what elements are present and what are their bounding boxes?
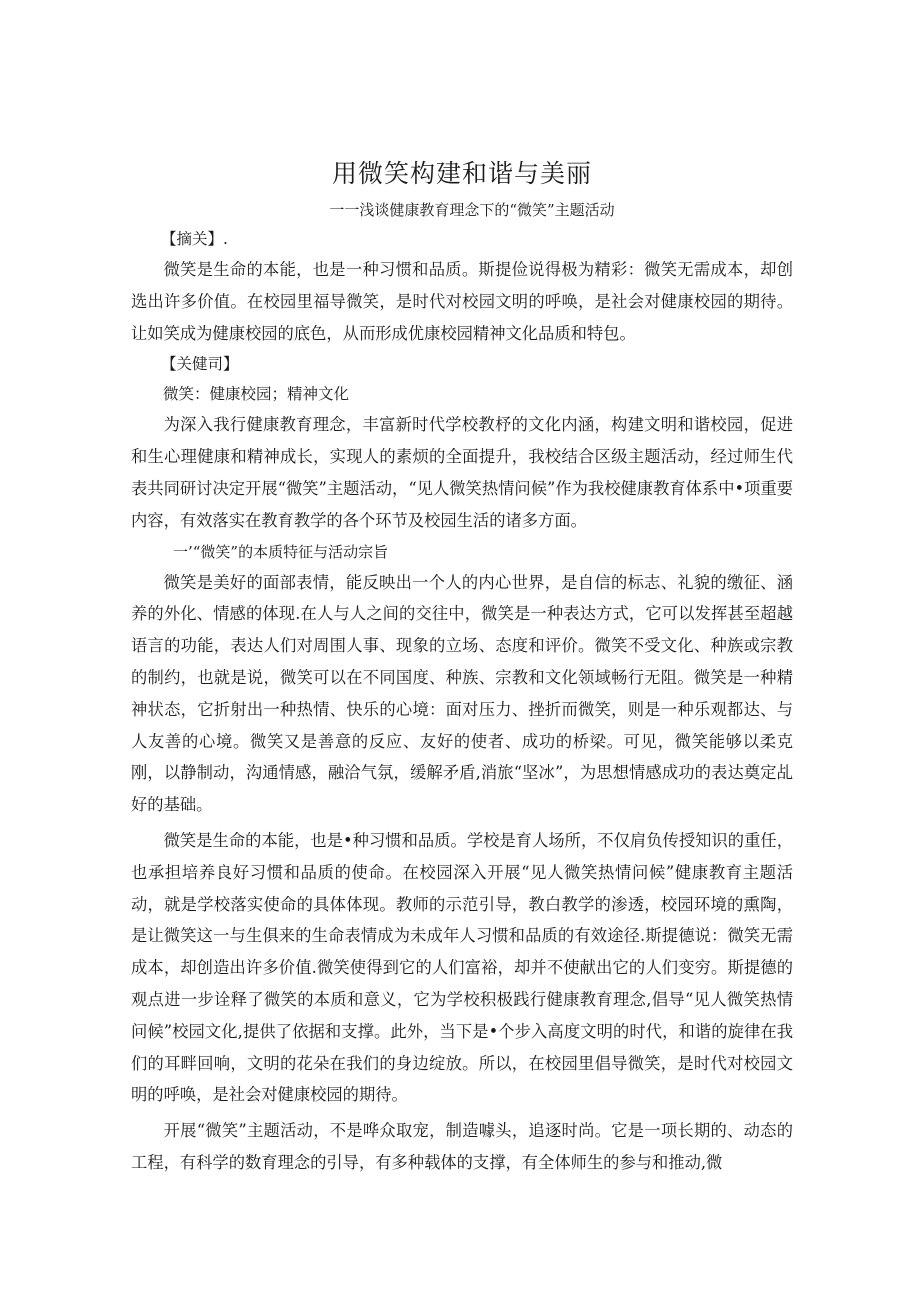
intro-paragraph: 为深入我行健康教育理念，丰富新时代学校教杼的文化内涵，构建文明和谐校园，促进和生心理健康和精神成长，实现人的素烦的全面提升，我校结合区级主题活动，经过师生代表共同研讨决定开展“微笑”主题活动，“见人微笑热情问候”作为我校健康教育体系中•项重要内容，有效落实在教育教学的各个环节及校园生活的诸多方面。 <box>131 415 793 530</box>
abstract-label: 【摘关】. <box>161 230 228 248</box>
document-title: 用微笑构建和谐与美丽 <box>331 159 592 188</box>
keywords-label: 【关健司】 <box>161 355 239 374</box>
document-body <box>131 152 793 1179</box>
body-paragraph-1: 微笑是美好的面部表情，能反映出一个人的内心世界，是自信的标志、礼貌的缴征、涵养的外化、情感的体现.在人与人之间的交往中，微笑是一种表达方式，它可以发挥甚至超越语言的功能，表达人们对周围人事、现象的立场、态度和评价。微笑不受文化、种族或宗教的制约，也就是说，微笑可以在不同国度、种族、宗教和文化领域畅行无阻。微笑是一种精神状态，它折射出一种热情、快乐的心境：面对压力、挫折而微笑，则是一种乐观都达、与人友善的心境。微笑又是善意的反应、友好的使者、成功的桥梁。可见，微笑能够以柔克刚，以静制动，沟通情感，融洽气氛，缓解矛盾,消旅“坚冰”，为思想情感成功的表达奠定乩好的基础。 <box>131 572 793 815</box>
body-paragraph-2: 微笑是生命的本能，也是•种习惯和品质。学校是育人场所，不仅肩负传授知识的重任，也承担培养良好习惯和品质的使命。在校园深入开展“见人微笑热情问候”健康教育主题活动，就是学校落实使命的具体体现。教师的示范引导，教白教学的渗透，校园环境的熏陶，是让微笑这一与生俱来的生命表情成为未成年人习惯和品质的有效途径.斯提德说：微笑无需成本，却创造出许多价值.微笑使得到它的人们富裕，却并不使献出它的人们变穷。斯提德的观点进一步诠释了微笑的本质和意义，它为学校积极践行健康教育理念,倡导“见人微笑热情问候”校园文化,提供了依据和支撑。此外，当下是•个步入高度文明的时代，和谐的旋律在我们的耳畔回响，文明的花朵在我们的身边绽放。所以，在校园里倡导微笑，是时代对校园文明的呼唤，是社会对健康校园的期待。 <box>131 830 793 1105</box>
body-paragraph-3: 开展“微笑”主题活动，不是哗众取宠，制造噱头，追逐时尚。它是一项长期的、动态的工程，有科学的数育理念的引导，有多种载体的支撑，有全体师生的参与和推动,微 <box>131 1121 793 1172</box>
abstract-paragraph: 微笑是生命的本能，也是一种习惯和品质。斯提俭说得极为精彩：微笑无需成本，却创选出许多价值。在校园里福导微笑，是时代对校园文明的呼唤，是社会对健康校园的期待。让如笑成为健康校园的底色，从而形成优康校园精神文化品质和特包。 <box>131 260 793 343</box>
keywords-text: 微笑：健康校园；精神文化 <box>163 385 350 404</box>
section-heading: 一’“微笑”的本质特征与活动宗旨 <box>173 542 389 561</box>
document-subtitle: 一一浅谈健康教育理念下的“微笑”主题活动 <box>329 201 615 219</box>
